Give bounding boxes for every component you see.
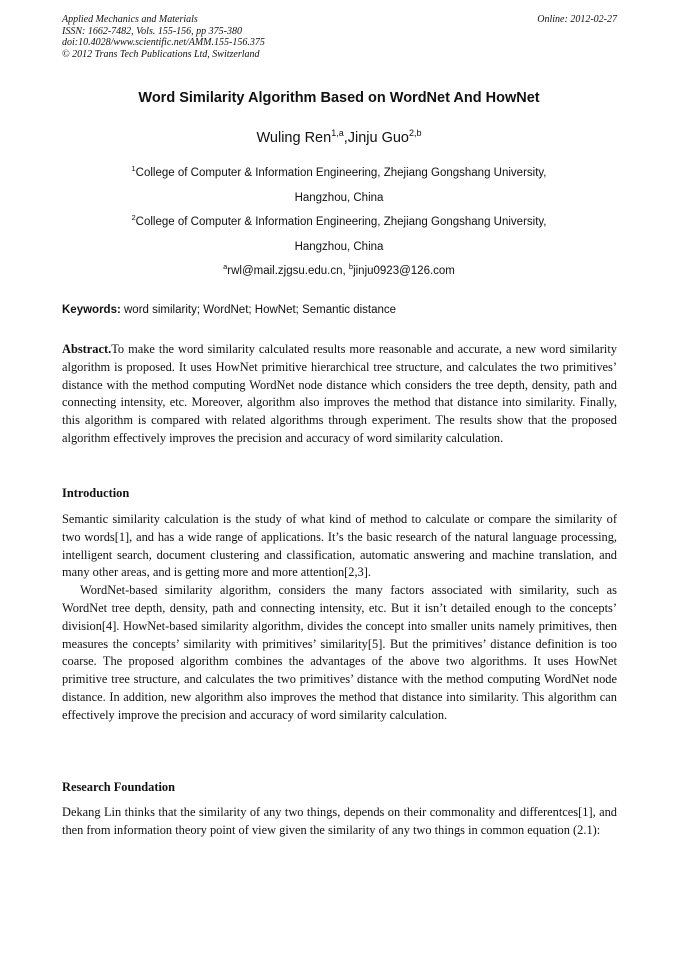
keywords-text: word similarity; WordNet; HowNet; Semantic distance: [120, 304, 397, 316]
author-superscript: 2,b: [409, 128, 422, 138]
journal-header: [62, 14, 617, 60]
abstract-paragraph: [62, 341, 617, 448]
paper-title: Word Similarity Algorithm Based on WordNet And HowNet: [138, 90, 540, 106]
journal-copyright: © 2012 Trans Tech Publications Ltd, Switzerland: [62, 48, 260, 60]
email-superscript: b: [348, 262, 354, 271]
affiliation-text: College of Computer & Information Engineering, Zhejiang Gongshang University,: [135, 167, 547, 179]
author-name: Jinju Guo: [347, 130, 409, 146]
section-heading-introduction: Introduction: [62, 486, 130, 500]
body-paragraph: WordNet-based similarity algorithm, considers the many factors associated with similarity, such as WordNet tree depth, density, path and connecting intensity, etc. But it isn’t detailed enough to the concepts’ division[4]. HowNet-based similarity algorithm, divides the concept into smaller units namely primitives, then measures the concepts’ similarity with primitives’ similarity[5]. But the primitives’ distance definition is too coarse. The proposed algorithm combines the advantages of the above two algorithms. It uses HowNet primitive tree structure, and calculates the two primitives’ distance with the method computing WordNet node distance. In addition, new algorithm also improves the method that distance into similarity. This algorithm can effectively improve the precision and accuracy of word similarity calculation.: [62, 583, 617, 722]
research-foundation-body: [62, 804, 617, 840]
affiliation-2-line-2: Hangzhou, China: [294, 241, 384, 253]
email-separator: ,: [342, 265, 349, 277]
section-heading-research-foundation: Research Foundation: [62, 780, 176, 794]
email-superscript: a: [223, 262, 228, 271]
introduction-body: [62, 511, 617, 725]
author-superscript: 1,a: [331, 128, 344, 138]
journal-issn: ISSN: 1662-7482, Vols. 155-156, pp 375-380: [62, 25, 242, 37]
online-date: Online: 2012-02-27: [537, 14, 617, 25]
author-separator: ,: [343, 130, 348, 146]
email-address: jinju0923@126.com: [353, 265, 455, 277]
body-paragraph: Semantic similarity calculation is the study of what kind of method to calculate or compare the similarity of two words[1], and has a wide range of applications. It’s the basic research of the natural language processing, intelligent search, document clustering and classification, automatic answering and machine translation, and many other areas, and is getting more and more attention[2,3].: [62, 512, 617, 580]
keywords-label: Keywords:: [62, 304, 121, 316]
author-name: Wuling Ren: [256, 130, 332, 146]
journal-name: Applied Mechanics and Materials: [62, 14, 198, 25]
body-paragraph: Dekang Lin thinks that the similarity of any two things, depends on their commonality and differentces[1], and then from information theory point of view given the similarity of any two things in common equation (2.1):: [62, 805, 617, 837]
affiliation-1-line-1: [0, 164, 678, 179]
abstract: [62, 341, 617, 448]
email-line: [0, 262, 678, 277]
abstract-label: Abstract.: [62, 342, 112, 356]
affiliation-superscript: 1: [131, 164, 136, 173]
keywords: [62, 304, 396, 316]
journal-doi: doi:10.4028/www.scientific.net/AMM.155-156.375: [62, 37, 265, 48]
affiliation-1-line-2: Hangzhou, China: [294, 192, 384, 204]
email-address: rwl@mail.zjgsu.edu.cn: [227, 265, 343, 277]
affiliation-superscript: 2: [131, 213, 136, 222]
affiliation-text: College of Computer & Information Engineering, Zhejiang Gongshang University,: [135, 216, 547, 228]
author-line: [0, 130, 678, 146]
journal-info: [62, 14, 617, 60]
abstract-text: To make the word similarity calculated results more reasonable and accurate, a new word similarity algorithm is proposed. It uses HowNet primitive hierarchical tree structure, and calculates the two primitives’ distance with the method computing WordNet node distance which considers the tree depth, density, path and connecting intensity, etc. Moreover, algorithm also improves the method that distance into similarity. Finally, this algorithm is compared with related algorithms through experiment. The results show that the proposed algorithm effectively improves the precision and accuracy of word similarity calculation.: [62, 342, 617, 445]
affiliation-2-line-1: [0, 213, 678, 228]
